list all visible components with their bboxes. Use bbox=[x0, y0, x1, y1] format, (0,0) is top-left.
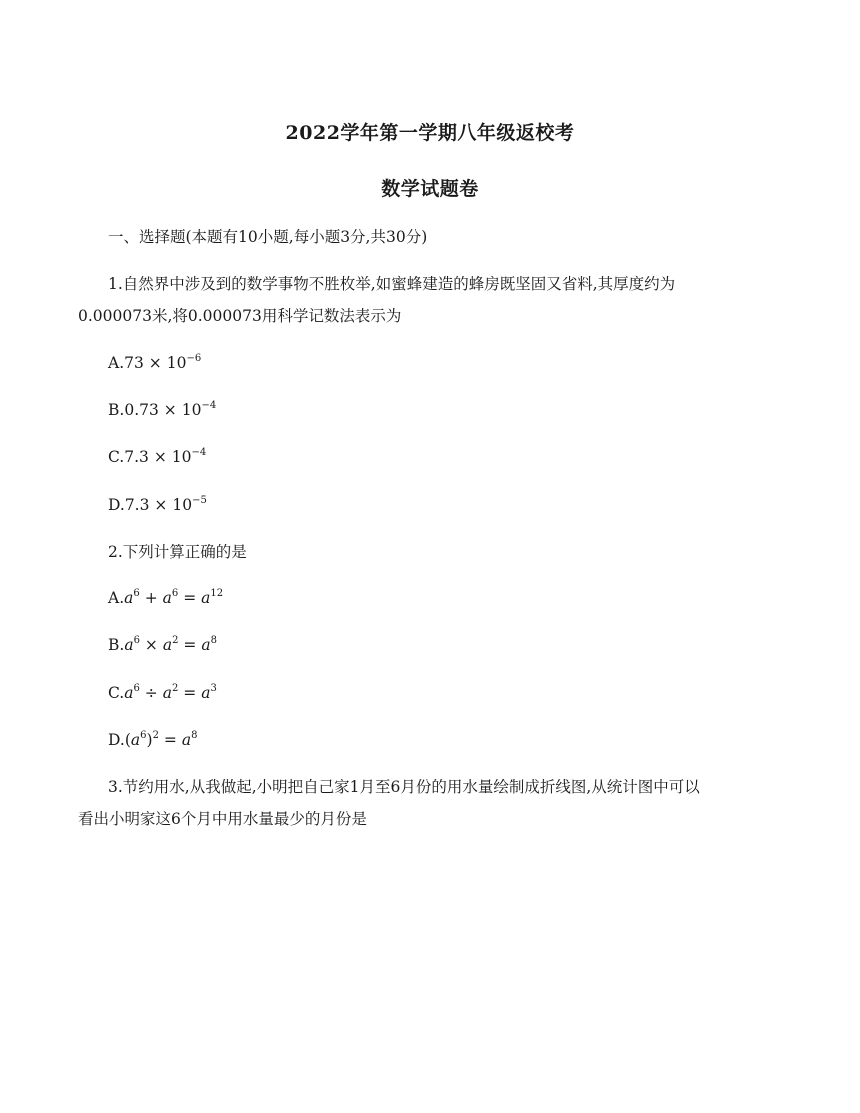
question-2-option-d: $D.(a^6)^2 = a^8$ bbox=[108, 730, 198, 749]
question-2-text: 2.下列计算正确的是 bbox=[108, 543, 247, 561]
exam-subtitle: 数学试题卷 bbox=[381, 178, 479, 200]
question-1-text-line1: 1.自然界中涉及到的数学事物不胜枚举,如蜜蜂建造的蜂房既坚固又省料,其厚度约为 bbox=[108, 275, 676, 293]
question-1-option-d: $D.7.3 \times 10^{-5}$ bbox=[108, 495, 207, 514]
question-2-option-a: $A.a^6 + a^6 = a^{12}$ bbox=[108, 588, 224, 607]
question-1-option-a: $A.73 \times 10^{-6}$ bbox=[108, 353, 202, 372]
question-3-text-line2: 看出小明家这6个月中用水量最少的月份是 bbox=[78, 810, 367, 828]
question-1-option-c: $C.7.3 \times 10^{-4}$ bbox=[108, 447, 207, 466]
question-3-text-line1: 3.节约用水,从我做起,小明把自己家1月至6月份的用水量绘制成折线图,从统计图中可以 bbox=[108, 778, 700, 796]
question-1-text-line2: 0.000073米,将0.000073用科学记数法表示为 bbox=[78, 307, 402, 325]
question-1-option-b: $B.0.73 \times 10^{-4}$ bbox=[108, 400, 217, 419]
section-heading: 一、选择题(本题有10小题,每小题3分,共30分) bbox=[108, 228, 428, 246]
exam-title: 2022学年第一学期八年级返校考 bbox=[285, 122, 575, 144]
question-2-option-c: $C.a^6 \div a^2 = a^3$ bbox=[108, 683, 217, 702]
question-2-option-b: $B.a^6 \times a^2 = a^8$ bbox=[108, 635, 217, 654]
